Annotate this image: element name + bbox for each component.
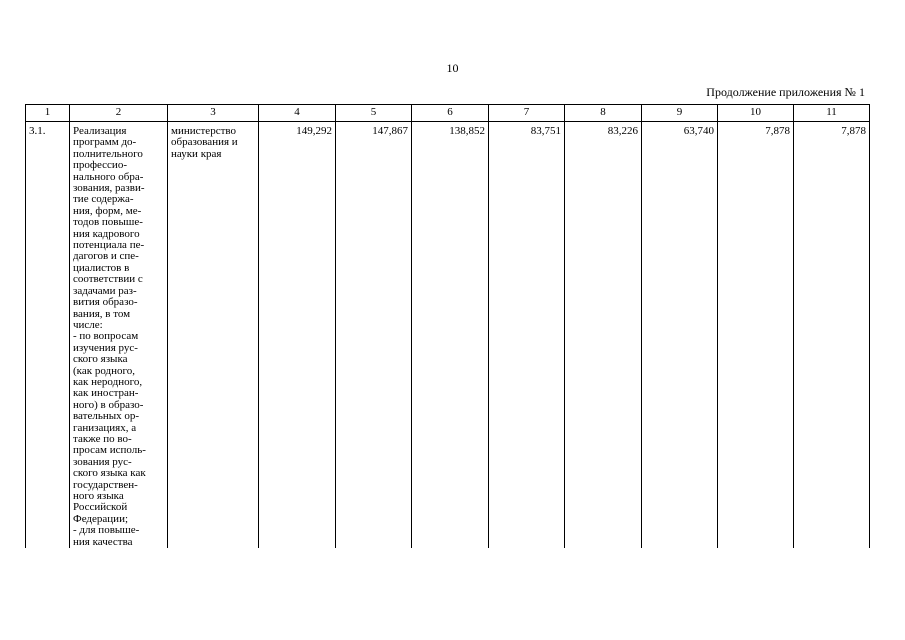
table-row (26, 122, 870, 549)
column-header-10: 10 (718, 105, 794, 122)
column-header-6: 6 (412, 105, 489, 122)
continuation-label: Продолжение приложения № 1 (706, 85, 865, 99)
value-col-6: 138,852 (412, 122, 489, 549)
value-col-9: 63,740 (642, 122, 718, 549)
value-col-11: 7,878 (794, 122, 870, 549)
column-header-4: 4 (259, 105, 336, 122)
value-col-10: 7,878 (718, 122, 794, 549)
column-header-2: 2 (70, 105, 168, 122)
value-col-5: 147,867 (336, 122, 412, 549)
header-row (26, 105, 870, 122)
column-header-8: 8 (565, 105, 642, 122)
column-header-11: 11 (794, 105, 870, 122)
column-header-5: 5 (336, 105, 412, 122)
column-header-9: 9 (642, 105, 718, 122)
row-executor: министерство образования и науки края (168, 122, 259, 549)
column-header-1: 1 (26, 105, 70, 122)
value-col-4: 149,292 (259, 122, 336, 549)
row-code: 3.1. (26, 122, 70, 549)
appendix-table (25, 104, 870, 548)
column-header-7: 7 (489, 105, 565, 122)
row-name: Реализация программ до- полнительного профессио- нального обра- зования, разви- тие содержа- ния, форм, ме- тодов повыше- ния кадрового потенциала пе- дагогов и спе- циалистов в соответствии с задачами раз- вития образо- вания, в том числе: - по вопросам изучения рус- ского языка (как родного, как неродного, как иностран- ного) в образо- вательных ор- ганизациях, а также по во- просам исполь- зования рус- ского языка как государствен- ного языка Российской Федерации; - для повыше- ния качества (70, 122, 168, 549)
page-number: 10 (446, 61, 459, 75)
column-header-3: 3 (168, 105, 259, 122)
value-col-8: 83,226 (565, 122, 642, 549)
value-col-7: 83,751 (489, 122, 565, 549)
